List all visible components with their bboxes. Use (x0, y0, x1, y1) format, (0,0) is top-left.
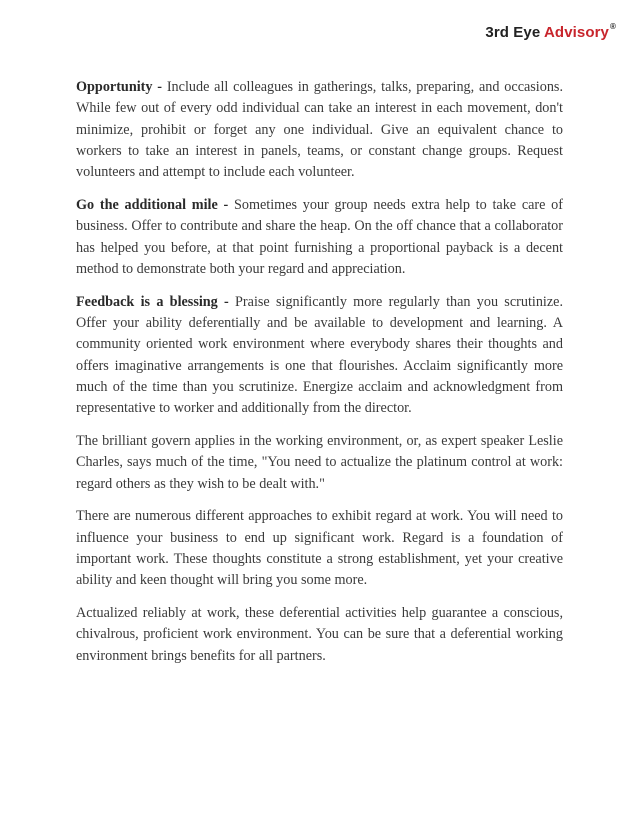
paragraph-text: The brilliant govern applies in the working environment, or, as expert speaker Leslie Charles, says much of the time, "You need to actualize the platinum control at work: regard others as they wish to be dealt with." (76, 432, 563, 492)
paragraph-heading: Feedback is a blessing - (76, 293, 236, 310)
paragraph-text: Include all colleagues in gatherings, talks, preparing, and occasions. While few out of every odd individual can take an interest in each movement, don't minimize, prohibit or forget any one individual. Give an equivalent chance to workers to take an interest in panels, teams, or constant change groups. Request volunteers and attempt to include each volunteer. (76, 79, 564, 181)
brand-name-part1: 3rd Eye (485, 24, 544, 41)
paragraph-other-approaches (76, 506, 563, 591)
paragraph-conclusion (76, 603, 563, 667)
brand-logo (485, 24, 616, 41)
paragraph-text: There are numerous different approaches to exhibit regard at work. You will need to influence your business to end up significant work. Regard is a foundation of important work. These thoughts constitute a strong establishment, yet your creative ability and keen thought will bring you some more. (76, 508, 563, 589)
paragraph-heading: Go the additional mile - (76, 196, 234, 213)
paragraph-additional-mile (76, 195, 563, 280)
brand-name-part2: Advisory (544, 24, 609, 41)
paragraph-text: Sometimes your group needs extra help to take care of business. Offer to contribute and share the heap. On the off chance that a collaborator has helped you before, at that point furnishing a proportional payback is a decent method to demonstrate both your regard and appreciation. (76, 196, 563, 277)
paragraph-text: Actualized reliably at work, these deferential activities help guarantee a conscious, chivalrous, proficient work environment. You can be sure that a deferential working environment brings benefits for all partners. (76, 605, 563, 664)
registered-mark: ® (610, 22, 616, 31)
paragraph-golden-rule (76, 431, 563, 495)
document-body (76, 77, 563, 678)
paragraph-text: Praise significantly more regularly than you scrutinize. Offer your ability deferentially and be available to development and learning. A community oriented work environment where everybody shares their thoughts and offers imaginative arrangements is one that flourishes. Acclaim significantly more much of the time than you scrutinize. Energize acclaim and acknowledgment from representative to worker and additionally from the director. (76, 293, 564, 417)
paragraph-opportunity (76, 77, 563, 183)
paragraph-heading: Opportunity - (76, 79, 167, 95)
paragraph-feedback (76, 292, 563, 420)
